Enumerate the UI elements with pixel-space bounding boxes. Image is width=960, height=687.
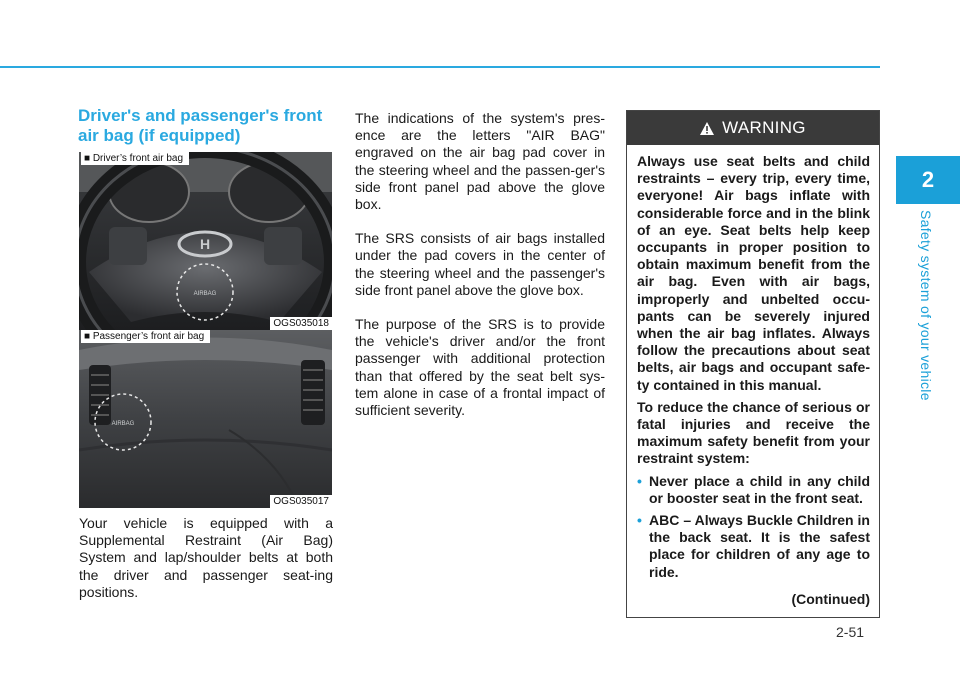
warning-paragraph: To reduce the chance of serious or fatal injuries and receive the maximum safety benefit from your restraint system: (637, 398, 870, 467)
figure-code: OGS035017 (270, 495, 332, 508)
warning-triangle-icon (700, 122, 714, 135)
right-air-vent (301, 360, 325, 425)
paragraph: The indications of the system's pres-ence are the letters "AIR BAG" engraved on the air bag pad cover in the steering wheel and the passen-ger's side front panel pad above the glove box. (355, 110, 605, 213)
paragraph: The purpose of the SRS is to provide the vehicle's driver and/or the front passenger with additional protection than that offered by the seat belt sys-tem alone in case of a frontal impact of sufficient severity. (355, 316, 605, 419)
continued-label: (Continued) (791, 590, 870, 607)
chapter-number: 2 (921, 167, 935, 192)
paragraph: The SRS consists of air bags installed under the pad covers in the center of the steering wheel and the passenger's side front panel above the glove box. (355, 230, 605, 298)
warning-bullet (637, 473, 870, 507)
section-heading: Driver's and passenger's front air bag (if equipped) (78, 106, 323, 145)
driver-airbag-photo (79, 152, 332, 330)
bullet-text: ABC – Always Buckle Children in the back seat. It is the safest place for children of any age to ride. (649, 512, 870, 580)
header-rule (0, 66, 880, 68)
page-number: 2-51 (836, 624, 865, 640)
paragraph: Your vehicle is equipped with a Supplemental Restraint (Air Bag) System and lap/shoulder belts at both the driver and passenger seat-ing positions. (79, 515, 333, 600)
left-column-text (79, 515, 333, 618)
left-air-vent (89, 365, 111, 425)
warning-title: WARNING (722, 118, 806, 137)
bullet-dot-icon: • (637, 472, 642, 489)
warning-box (626, 110, 880, 618)
middle-column-text (355, 110, 605, 436)
figure-caption: ■ Driver’s front air bag (81, 152, 189, 165)
warning-bullet (637, 512, 870, 581)
warning-body (627, 145, 879, 607)
figure-caption: ■ Passenger’s front air bag (81, 330, 210, 343)
airbag-emblem: AIRBAG (193, 291, 217, 297)
chapter-tab (896, 156, 960, 204)
figure-code: OGS035018 (270, 317, 332, 330)
warning-paragraph: Always use seat belts and child restraints – every trip, every time, everyone! Air bags inflate with considerable force and in the blink of an eye. Seat belts help keep occupants in proper position to obtain maximum benefit from the air bag. Even with air bags, improperly and unbelted occu-pants can be severely injured when the air bag inflates. Always follow the precautions about seat belts, air bags and occupant safe-ty contained in this manual. (637, 153, 870, 393)
passenger-airbag-photo (79, 330, 332, 508)
warning-header (627, 111, 879, 145)
brand-logo: H (199, 236, 211, 252)
steering-wheel-illustration (79, 152, 332, 330)
chapter-title: Safety system of your vehicle (918, 210, 934, 401)
bullet-text: Never place a child in any child or booster seat in the front seat. (649, 472, 870, 506)
bullet-dot-icon: • (637, 512, 642, 529)
airbag-emblem: AIRBAG (111, 421, 135, 427)
dashboard-illustration (79, 330, 332, 508)
